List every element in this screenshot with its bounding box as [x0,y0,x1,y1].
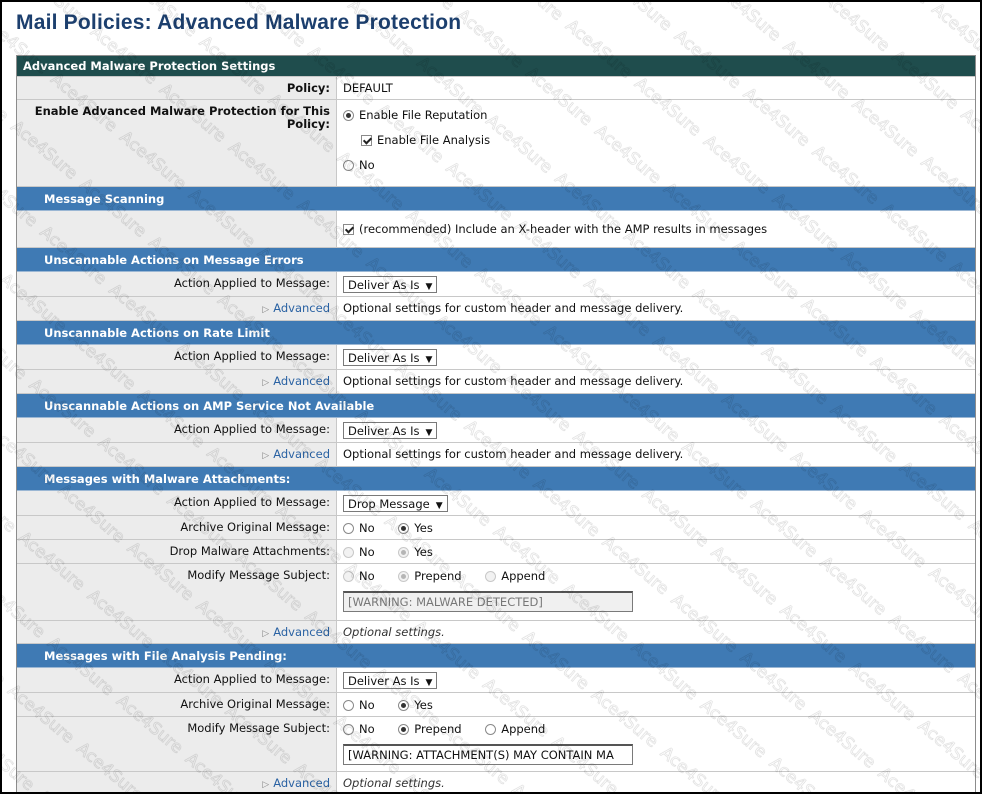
pending-modify-row [17,717,975,772]
malware-modify-prepend: Prepend [398,569,461,583]
chevron-down-icon: ▼ [435,501,443,511]
malware-advanced-desc: Optional settings. [343,625,445,639]
amp-no-option[interactable]: No [343,158,975,183]
malware-archive-label: Archive Original Message: [17,516,337,539]
enable-amp-row [17,100,975,187]
rate-action-label: Action Applied to Message: [17,345,337,369]
service-action-row [17,418,975,443]
file-reputation-radio[interactable] [343,110,354,121]
policy-label: Policy: [17,77,337,99]
xheader-checkbox[interactable] [343,224,354,235]
file-analysis-checkbox[interactable] [361,135,372,146]
chevron-down-icon: ▼ [425,428,433,438]
malware-action-label: Action Applied to Message: [17,491,337,515]
expand-arrow-icon: ▷ [262,451,270,461]
rate-action-row [17,345,975,370]
pending-subject-input[interactable]: [WARNING: ATTACHMENT(S) MAY CONTAIN MA [343,744,633,765]
malware-drop-yes: Yes [398,545,433,559]
policy-row [17,77,975,100]
page-title: Mail Policies: Advanced Malware Protection [16,11,462,34]
expand-arrow-icon: ▷ [262,780,270,790]
malware-drop-label: Drop Malware Attachments: [17,540,337,563]
radio-button [343,571,354,582]
section-header-unscannable-rate: Unscannable Actions on Rate Limit [17,321,975,345]
malware-drop-row [17,540,975,564]
radio-button[interactable] [398,700,409,711]
malware-modify-row [17,564,975,621]
pending-modify-append[interactable]: Append [485,722,545,736]
pending-advanced-row [17,772,975,794]
malware-subject-input: [WARNING: MALWARE DETECTED] [343,591,633,612]
malware-archive-row [17,516,975,540]
malware-modify-append: Append [485,569,545,583]
radio-button [485,571,496,582]
amp-settings-panel [16,55,976,794]
pending-advanced-desc: Optional settings. [343,776,445,790]
pending-archive-no[interactable]: No [343,698,375,712]
service-advanced-desc: Optional settings for custom header and message delivery. [343,447,684,461]
pending-action-row [17,668,975,693]
xheader-row [17,211,975,248]
pending-modify-prepend[interactable]: Prepend [398,722,461,736]
malware-drop-no: No [343,545,375,559]
chevron-down-icon: ▼ [425,282,433,292]
amp-no-radio[interactable] [343,160,354,171]
errors-action-row [17,272,975,297]
expand-arrow-icon: ▷ [262,378,270,388]
pending-action-select[interactable]: Deliver As Is ▼ [343,672,437,689]
radio-button[interactable] [343,700,354,711]
malware-advanced-link[interactable]: Advanced [273,625,330,639]
pending-action-label: Action Applied to Message: [17,668,337,692]
malware-archive-yes[interactable]: Yes [398,521,433,535]
service-action-label: Action Applied to Message: [17,418,337,442]
pending-advanced-link[interactable]: Advanced [273,776,330,790]
errors-advanced-link[interactable]: Advanced [273,301,330,315]
radio-button [398,547,409,558]
radio-button[interactable] [398,523,409,534]
malware-advanced-row [17,621,975,644]
radio-button[interactable] [485,724,496,735]
errors-advanced-desc: Optional settings for custom header and message delivery. [343,301,684,315]
malware-action-row [17,491,975,516]
rate-advanced-desc: Optional settings for custom header and message delivery. [343,374,684,388]
radio-button [343,547,354,558]
service-advanced-row [17,443,975,467]
malware-modify-no: No [343,569,375,583]
section-header-unscannable-errors: Unscannable Actions on Message Errors [17,248,975,272]
section-header-amp-settings: Advanced Malware Protection Settings [17,56,975,77]
section-header-unscannable-service: Unscannable Actions on AMP Service Not Available [17,394,975,418]
errors-advanced-row [17,297,975,321]
rate-advanced-link[interactable]: Advanced [273,374,330,388]
rate-advanced-row [17,370,975,394]
service-advanced-link[interactable]: Advanced [273,447,330,461]
malware-action-select[interactable]: Drop Message ▼ [343,495,448,512]
radio-button [398,571,409,582]
errors-action-label: Action Applied to Message: [17,272,337,296]
malware-archive-no[interactable]: No [343,521,375,535]
radio-button[interactable] [398,724,409,735]
pending-archive-label: Archive Original Message: [17,693,337,716]
errors-action-select[interactable]: Deliver As Is ▼ [343,276,437,293]
pending-modify-no[interactable]: No [343,722,375,736]
pending-archive-row [17,693,975,717]
xheader-option[interactable]: (recommended) Include an X-header with the AMP results in messages [337,211,975,247]
section-header-message-scanning: Message Scanning [17,187,975,211]
chevron-down-icon: ▼ [425,678,433,688]
pending-archive-yes[interactable]: Yes [398,698,433,712]
expand-arrow-icon: ▷ [262,305,270,315]
file-analysis-option[interactable]: Enable File Analysis [343,133,975,158]
malware-modify-label: Modify Message Subject: [17,564,337,620]
pending-modify-label: Modify Message Subject: [17,717,337,771]
section-header-malware-attachments: Messages with Malware Attachments: [17,467,975,491]
section-header-file-analysis-pending: Messages with File Analysis Pending: [17,644,975,668]
expand-arrow-icon: ▷ [262,629,270,639]
enable-amp-label: Enable Advanced Malware Protection for This Policy: [17,100,337,186]
file-reputation-option[interactable]: Enable File Reputation [343,108,975,133]
policy-value: DEFAULT [343,81,393,95]
rate-action-select[interactable]: Deliver As Is ▼ [343,349,437,366]
radio-button[interactable] [343,523,354,534]
service-action-select[interactable]: Deliver As Is ▼ [343,422,437,439]
chevron-down-icon: ▼ [425,355,433,365]
radio-button[interactable] [343,724,354,735]
